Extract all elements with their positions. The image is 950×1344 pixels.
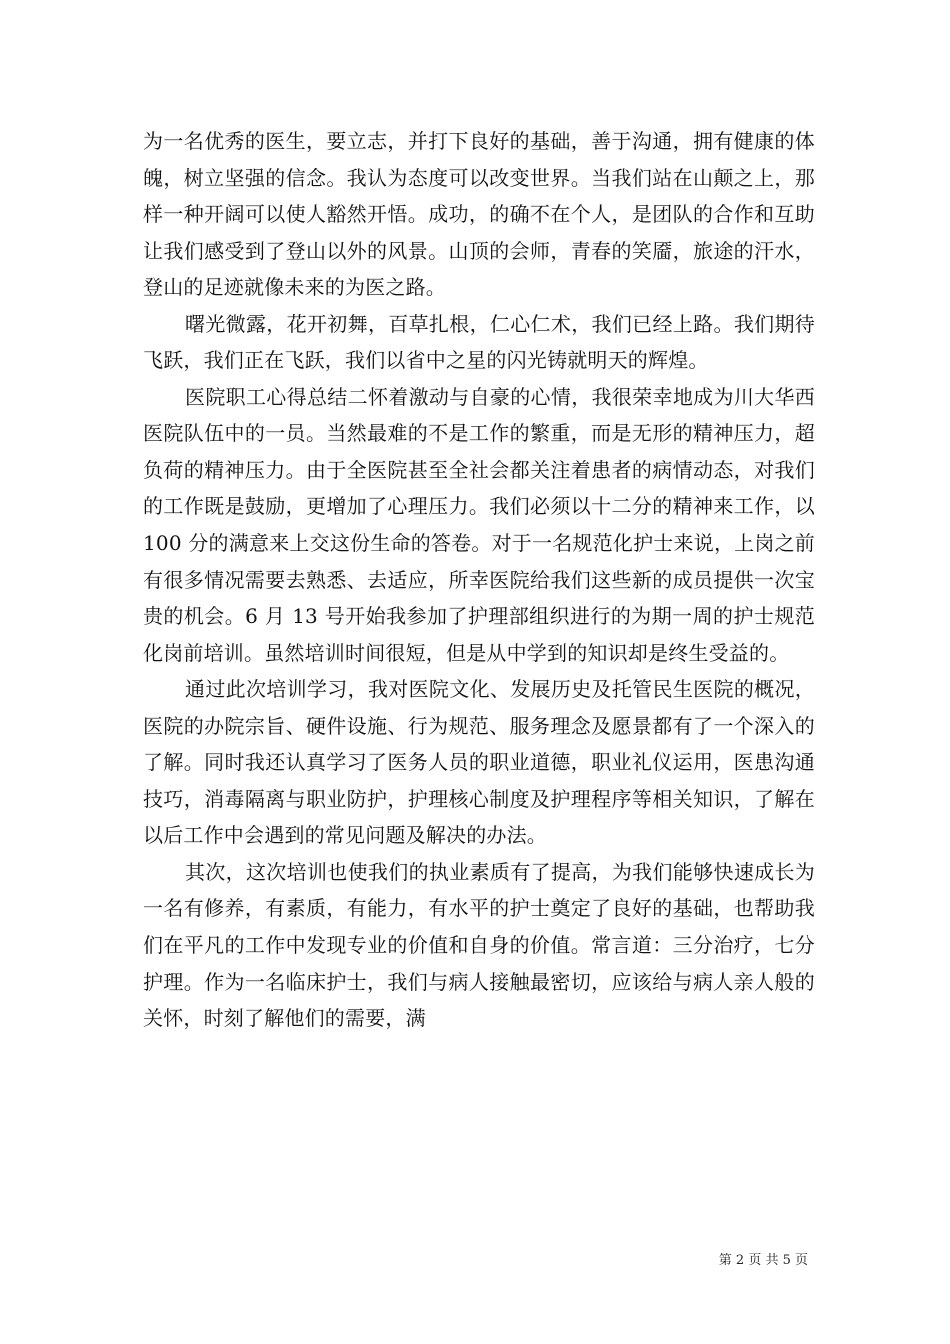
paragraph-1: 为一名优秀的医生，要立志，并打下良好的基础，善于沟通，拥有健康的体魄，树立坚强的信念。我认为态度可以改变世界。当我们站在山颠之上，那样一种开阔可以使人豁然开悟。成功，的确不在个人，是团队的合作和互助让我们感受到了登山以外的风景。山顶的会师，青春的笑靥，旅途的汗水，登山的足迹就像未来的为医之路。: [143, 129, 815, 300]
paragraph-3: 医院职工心得总结二怀着激动与自豪的心情，我很荣幸地成为川大华西医院队伍中的一员。当然最难的不是工作的繁重，而是无形的精神压力，超负荷的精神压力。由于全医院甚至全社会都关注着患者的病情动态，对我们的工作既是鼓励，更增加了心理压力。我们必须以十二分的精神来工作，以 100 分的满意来上交这份生命的答卷。对于一名规范化护士来说，上岗之前有很多情况需要去熟悉、去适应，所幸医院给我们这些新的成员提供一次宝贵的机会。6 月 13 号开始我参加了护理部组织进行的为期一周的护士规范化岗前培训。虽然培训时间很短，但是从中学到的知识却是终生受益的。: [143, 384, 815, 665]
document-body: [143, 123, 815, 1037]
paragraph-4: 通过此次培训学习，我对医院文化、发展历史及托管民生医院的概况，医院的办院宗旨、硬件设施、行为规范、服务理念及愿景都有了一个深入的了解。同时我还认真学习了医务人员的职业道德，职业礼仪运用，医患沟通技巧，消毒隔离与职业防护，护理核心制度及护理程序等相关知识，了解在以后工作中会遇到的常见问题及解决的办法。: [143, 677, 815, 848]
page-number: 第 2 页 共 5 页: [718, 1253, 808, 1268]
paragraph-2: 曙光微露，花开初舞，百草扎根，仁心仁术，我们已经上路。我们期待飞跃，我们正在飞跃，我们以省中之星的闪光铸就明天的辉煌。: [143, 311, 815, 373]
paragraph-5: 其次，这次培训也使我们的执业素质有了提高，为我们能够快速成长为一名有修养，有素质，有能力，有水平的护士奠定了良好的基础，也帮助我们在平凡的工作中发现专业的价值和自身的价值。常言道：三分治疗，七分护理。作为一名临床护士，我们与病人接触最密切，应该给与病人亲人般的关怀，时刻了解他们的需要，满: [143, 859, 815, 1031]
